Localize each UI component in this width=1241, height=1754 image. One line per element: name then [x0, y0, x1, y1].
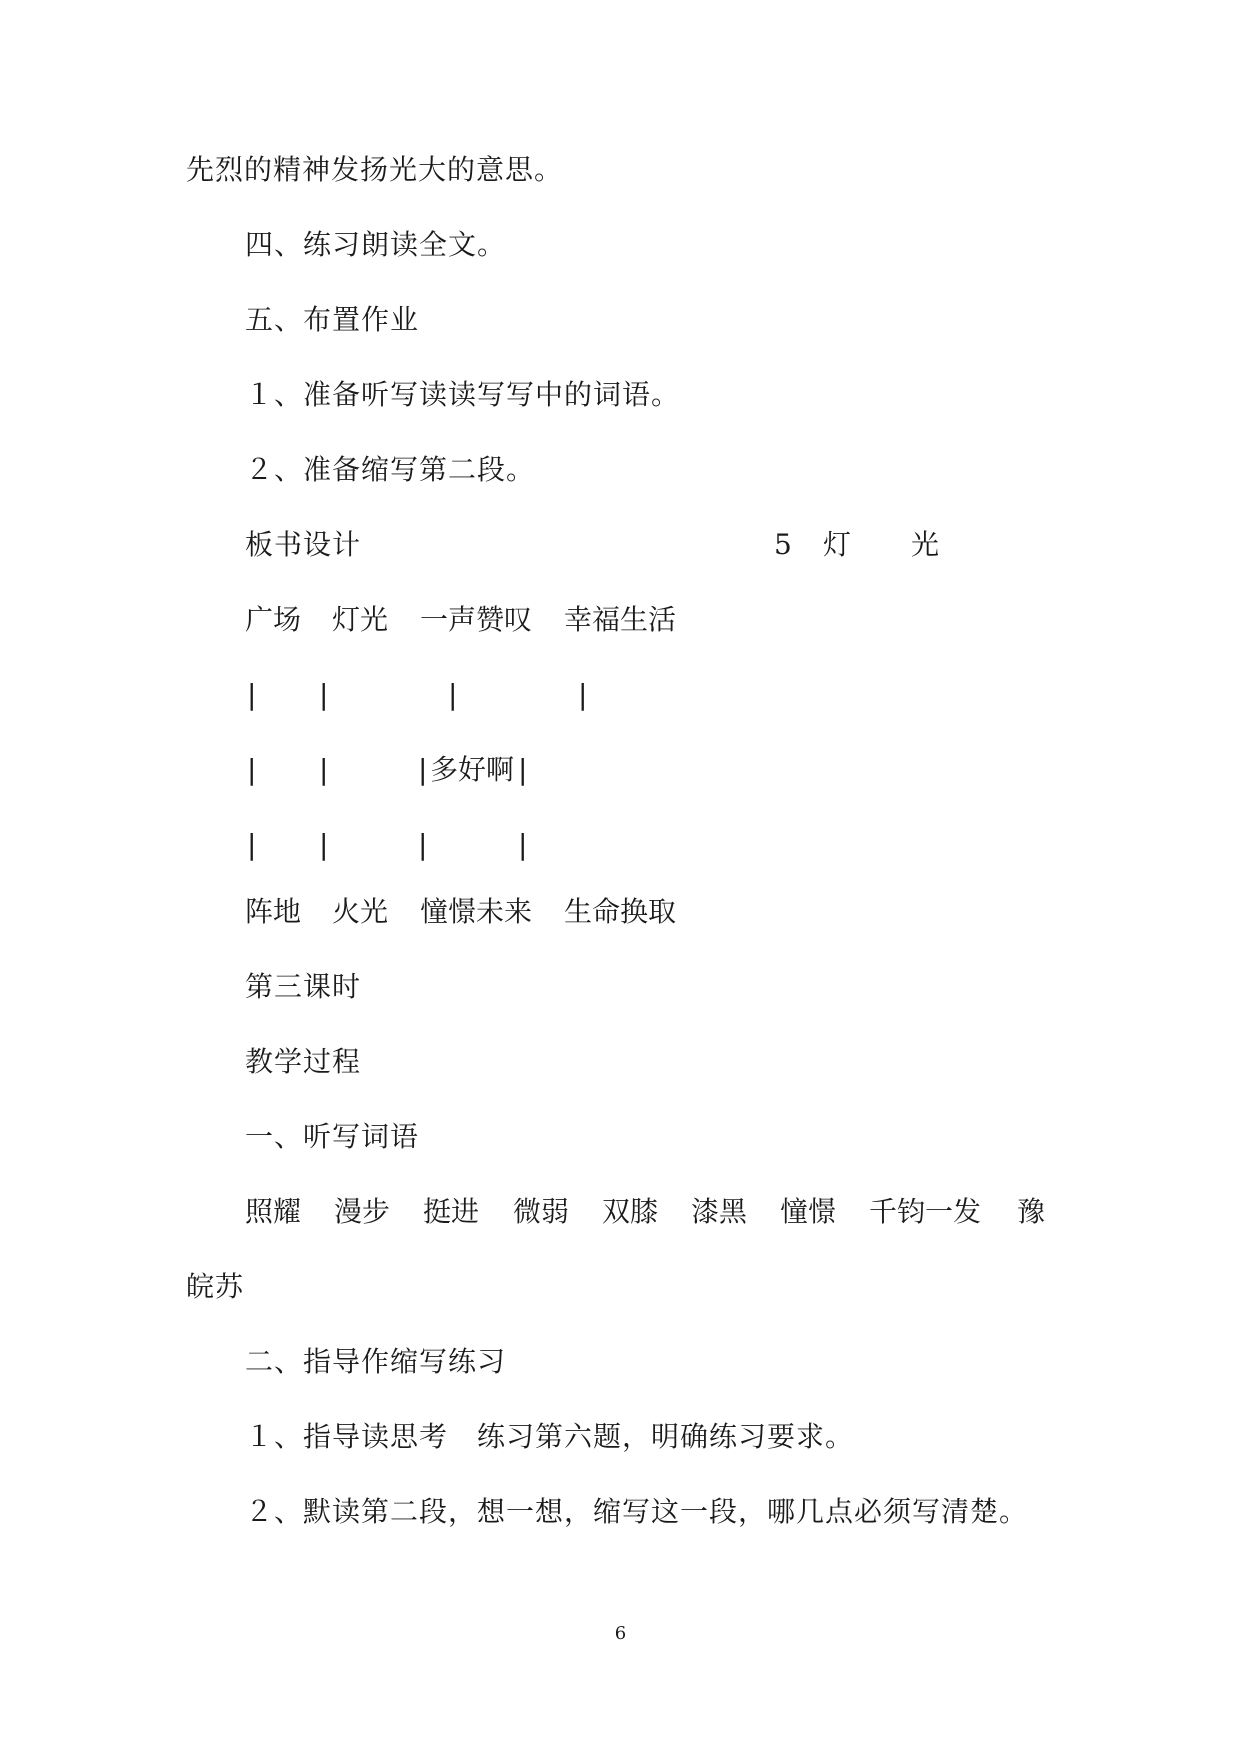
dictation-word: 漆黑 [691, 1195, 748, 1228]
dictation-word: 千钧一发 [869, 1195, 982, 1228]
board-bar: | [319, 678, 329, 711]
dictation-word-wrap: 皖苏 [186, 1270, 245, 1303]
board-bar: | [418, 753, 428, 786]
dictation-word: 漫步 [334, 1195, 391, 1228]
board-title-char-2: 光 [911, 528, 940, 561]
board-top-word-4: 幸福生活 [564, 603, 677, 636]
board-bar: | [448, 678, 458, 711]
board-bar: | [319, 828, 329, 861]
board-bottom-word-3: 憧憬未来 [420, 895, 533, 928]
step-two-item-1: １、指导读思考 练习第六题，明确练习要求。 [245, 1420, 855, 1453]
board-bar: | [418, 828, 428, 861]
board-top-word-3: 一声赞叹 [420, 603, 533, 636]
board-bottom-word-1: 阵地 [245, 895, 302, 928]
dictation-word: 豫 [1017, 1195, 1046, 1228]
page-number: 6 [614, 1623, 627, 1644]
board-middle-text: 多好啊 [430, 753, 515, 786]
section-five-heading: 五、布置作业 [245, 303, 420, 336]
board-title-number: 5 [774, 528, 792, 561]
board-bar: | [247, 753, 257, 786]
board-bar: | [319, 753, 329, 786]
dictation-word: 照耀 [245, 1195, 302, 1228]
homework-item-1: １、准备听写读读写写中的词语。 [245, 378, 681, 411]
board-design-label: 板书设计 [245, 528, 362, 561]
board-bar: | [518, 828, 528, 861]
board-top-word-2: 灯光 [332, 603, 389, 636]
dictation-word: 微弱 [513, 1195, 570, 1228]
step-two-heading: 二、指导作缩写练习 [245, 1345, 507, 1378]
dictation-word: 憧憬 [780, 1195, 837, 1228]
paragraph-continuation: 先烈的精神发扬光大的意思。 [186, 153, 564, 186]
board-bottom-word-2: 火光 [332, 895, 389, 928]
lesson-process-heading: 教学过程 [245, 1045, 362, 1078]
board-title-char-1: 灯 [823, 528, 852, 561]
board-bottom-word-4: 生命换取 [564, 895, 677, 928]
board-bar: | [518, 753, 528, 786]
step-one-heading: 一、听写词语 [245, 1120, 420, 1153]
homework-item-2: ２、准备缩写第二段。 [245, 453, 536, 486]
board-bar: | [578, 678, 588, 711]
dictation-word: 双膝 [602, 1195, 659, 1228]
board-bar: | [247, 678, 257, 711]
lesson-title: 第三课时 [245, 970, 362, 1003]
dictation-word: 挺进 [423, 1195, 480, 1228]
board-top-word-1: 广场 [245, 603, 302, 636]
board-bar: | [247, 828, 257, 861]
step-two-item-2: ２、默读第二段，想一想，缩写这一段，哪几点必须写清楚。 [245, 1495, 1029, 1528]
section-four-heading: 四、练习朗读全文。 [245, 228, 507, 261]
